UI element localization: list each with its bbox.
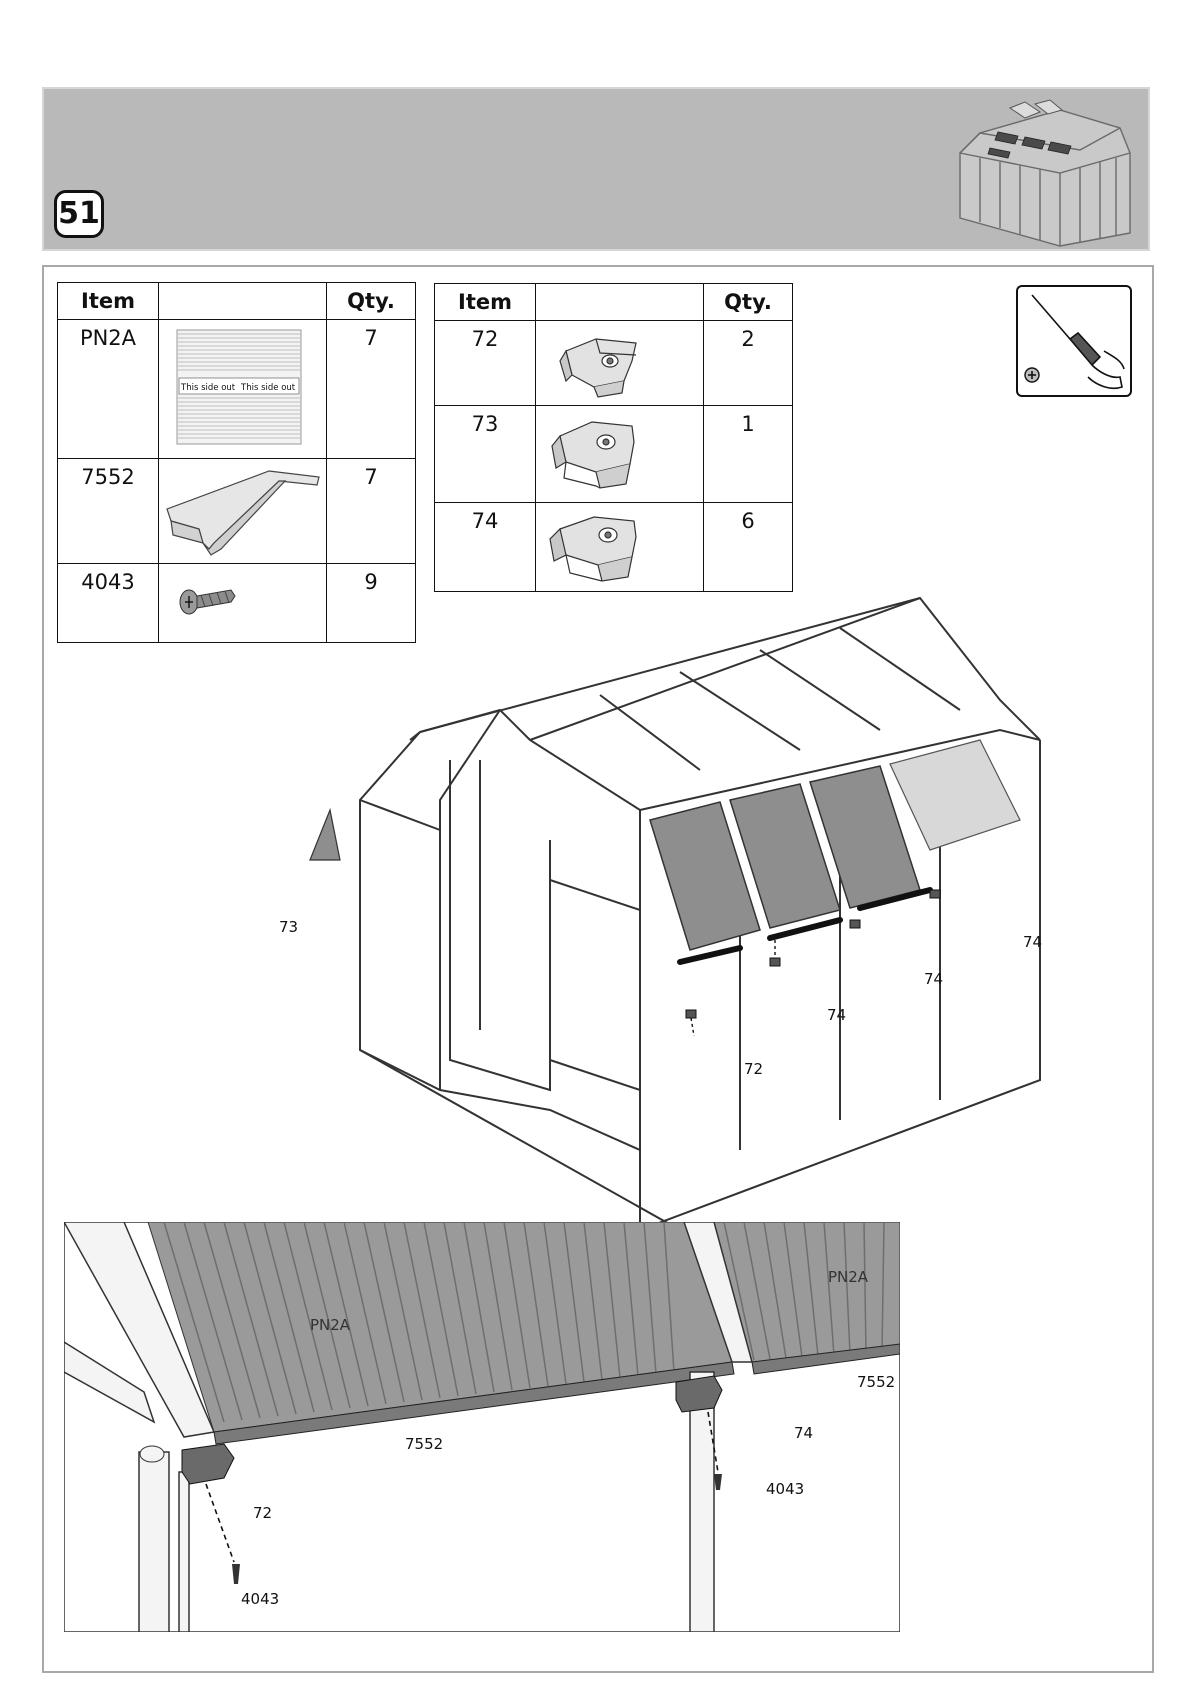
table-row xyxy=(58,459,416,564)
item-qty: 7 xyxy=(327,459,416,564)
header-image xyxy=(159,283,327,320)
item-id: 73 xyxy=(435,406,536,503)
callout-72: 72 xyxy=(744,1060,764,1078)
item-id: 4043 xyxy=(58,564,159,643)
item-id: 74 xyxy=(435,503,536,592)
parts-table-left xyxy=(57,282,416,643)
table-row xyxy=(435,321,793,406)
tool-required-box xyxy=(1016,285,1132,397)
callout-4043-left: 4043 xyxy=(241,1590,280,1608)
header-qty: Qty. xyxy=(704,284,793,321)
panel-label-2: This side out xyxy=(241,383,296,393)
callout-7552-left: 7552 xyxy=(405,1435,444,1453)
callout-74-c: 74 xyxy=(1023,933,1043,951)
item-qty: 1 xyxy=(704,406,793,503)
table-row xyxy=(58,320,416,459)
clip-73-image xyxy=(536,406,704,503)
item-qty: 9 xyxy=(327,564,416,643)
panel-label-1: This side out xyxy=(181,383,236,393)
greenhouse-thumbnail-icon xyxy=(950,98,1140,248)
clip-72-image xyxy=(536,321,704,406)
header-item: Item xyxy=(435,284,536,321)
greenhouse-assembly-drawing xyxy=(300,590,1120,1230)
step-number-badge: 51 xyxy=(54,190,104,238)
clip-74-image xyxy=(536,503,704,592)
detail-view-drawing xyxy=(64,1222,900,1632)
panel-pn2a-image xyxy=(159,320,327,459)
header-qty: Qty. xyxy=(327,283,416,320)
callout-73: 73 xyxy=(279,918,299,936)
callout-pn2a-left: PN2A xyxy=(310,1316,351,1334)
item-qty: 6 xyxy=(704,503,793,592)
callout-74-detail: 74 xyxy=(794,1424,814,1442)
callout-72-detail: 72 xyxy=(253,1504,273,1522)
item-qty: 2 xyxy=(704,321,793,406)
header-image xyxy=(536,284,704,321)
header-item: Item xyxy=(58,283,159,320)
item-id: PN2A xyxy=(58,320,159,459)
parts-table-right xyxy=(434,283,793,592)
item-id: 7552 xyxy=(58,459,159,564)
callout-74-a: 74 xyxy=(827,1006,847,1024)
item-id: 72 xyxy=(435,321,536,406)
callout-74-b: 74 xyxy=(924,970,944,988)
item-qty: 7 xyxy=(327,320,416,459)
phillips-screwdriver-icon xyxy=(1018,287,1129,394)
callout-pn2a-right: PN2A xyxy=(828,1268,869,1286)
table-row xyxy=(435,406,793,503)
strip-7552-image xyxy=(159,459,327,564)
callout-7552-right: 7552 xyxy=(857,1373,896,1391)
callout-4043-right: 4043 xyxy=(766,1480,805,1498)
table-row xyxy=(435,503,793,592)
